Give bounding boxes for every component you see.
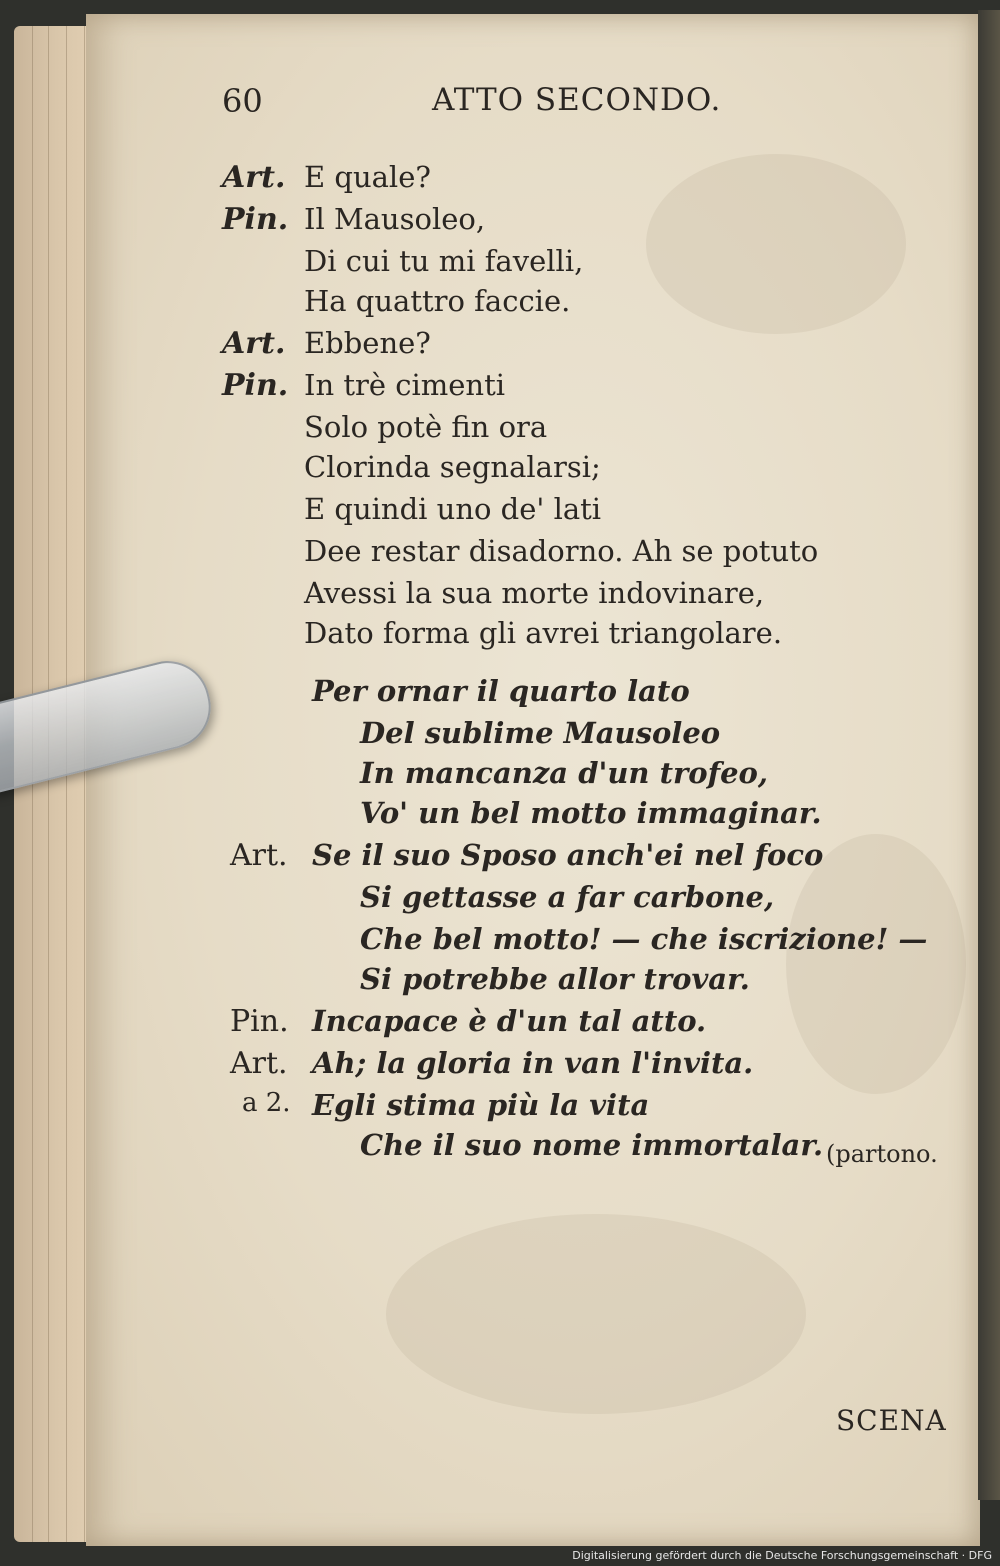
aria-line: Vo' un bel motto immaginar. (360, 796, 822, 830)
verse-line: Dee restar disadorno. Ah se potuto (304, 534, 819, 568)
page-number: 60 (222, 82, 263, 120)
speaker-label: Pin. (230, 1004, 289, 1039)
stage-direction: (partono. (826, 1140, 938, 1168)
verse-line: Avessi la sua morte indovinare, (304, 576, 765, 610)
running-title: ATTO SECONDO. (432, 82, 722, 118)
verse-line: Ebbene? (304, 326, 431, 360)
aria-line: Che bel motto! — che iscrizione! — (360, 922, 928, 956)
speaker-label: Pin. (222, 368, 289, 403)
aria-line: Incapace è d'un tal atto. (312, 1004, 707, 1038)
aria-line: Per ornar il quarto lato (312, 674, 690, 708)
aria-line: Che il suo nome immortalar. (360, 1128, 824, 1162)
aria-line: Egli stima più la vita (312, 1088, 650, 1122)
speaker-label: a 2. (242, 1088, 291, 1118)
aria-line: Ah; la gloria in van l'invita. (312, 1046, 754, 1080)
verse-line: E quindi uno de' lati (304, 492, 602, 526)
verse-line: Dato forma gli avrei triangolare. (304, 616, 783, 650)
page-header (222, 82, 742, 126)
verse-line: Di cui tu mi favelli, (304, 244, 584, 278)
speaker-label: Art. (222, 326, 286, 361)
aria-line: Se il suo Sposo anch'ei nel foco (312, 838, 824, 872)
aria-line: Del sublime Mausoleo (360, 716, 721, 750)
verse-line: In trè cimenti (304, 368, 506, 402)
aria-line: In mancanza d'un trofeo, (360, 756, 768, 790)
speaker-label: Art. (222, 160, 286, 195)
verse-line: Solo potè fin ora (304, 410, 548, 444)
digitization-credit: Digitalisierung gefördert durch die Deutsche Forschungsgemeinschaft · DFG (572, 1549, 992, 1562)
verse-line: Ha quattro faccie. (304, 284, 571, 318)
speaker-label: Art. (230, 838, 288, 873)
speaker-label: Pin. (222, 202, 289, 237)
verse-line: Clorinda segnalarsi; (304, 450, 601, 484)
speaker-label: Art. (230, 1046, 288, 1081)
verse-line: Il Mausoleo, (304, 202, 486, 236)
aria-line: Si gettasse a far carbone, (360, 880, 775, 914)
aria-line: Si potrebbe allor trovar. (360, 962, 750, 996)
verse-line: E quale? (304, 160, 431, 194)
catchword: SCENA (836, 1404, 947, 1437)
